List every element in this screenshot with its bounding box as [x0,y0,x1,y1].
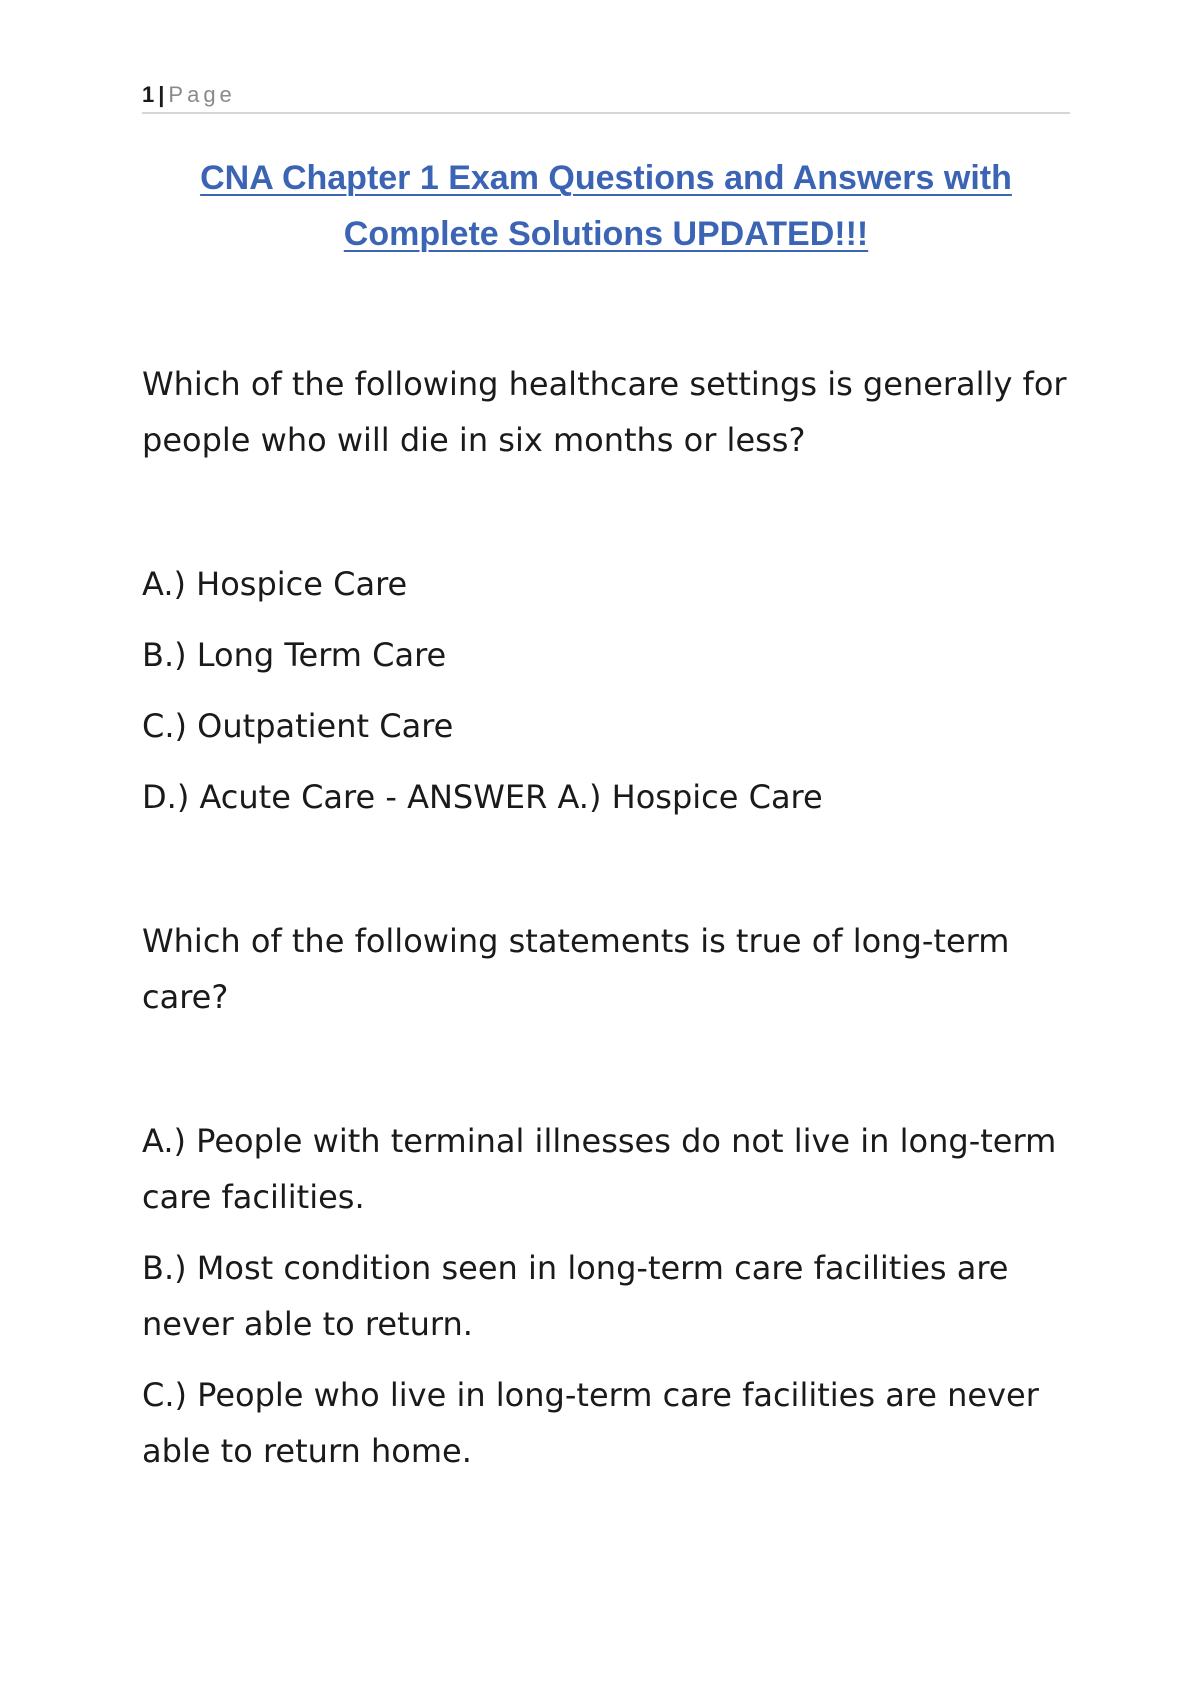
question-2-option-c: C.) People who live in long-term care facilities are never able to return home. [142,1376,1039,1470]
question-1-options [142,556,1072,825]
page-header [142,78,1070,114]
question-2-prompt: Which of the following statements is true of long-term care? [142,922,1010,1016]
page-number: 1 [142,82,155,107]
page-label: Page [168,82,236,107]
question-2-option-b: B.) Most condition seen in long-term care facilities are never able to return. [142,1249,1009,1343]
question-1-option-d-answer: D.) Acute Care - ANSWER A.) Hospice Care [142,778,823,816]
question-1-option-b: B.) Long Term Care [142,636,447,674]
document-title: CNA Chapter 1 Exam Questions and Answers with Complete Solutions UPDATED!!! [200,159,1012,253]
question-1-option-c: C.) Outpatient Care [142,707,454,745]
question-2-options [142,1113,1072,1479]
question-1-option-a: A.) Hospice Care [142,565,408,603]
page-header-separator: | [158,82,165,107]
question-2-option-a: A.) People with terminal illnesses do not live in long-term care facilities. [142,1122,1057,1216]
document-body [142,356,1072,1494]
question-1-prompt: Which of the following healthcare settings is generally for people who will die in six months or less? [142,365,1067,459]
